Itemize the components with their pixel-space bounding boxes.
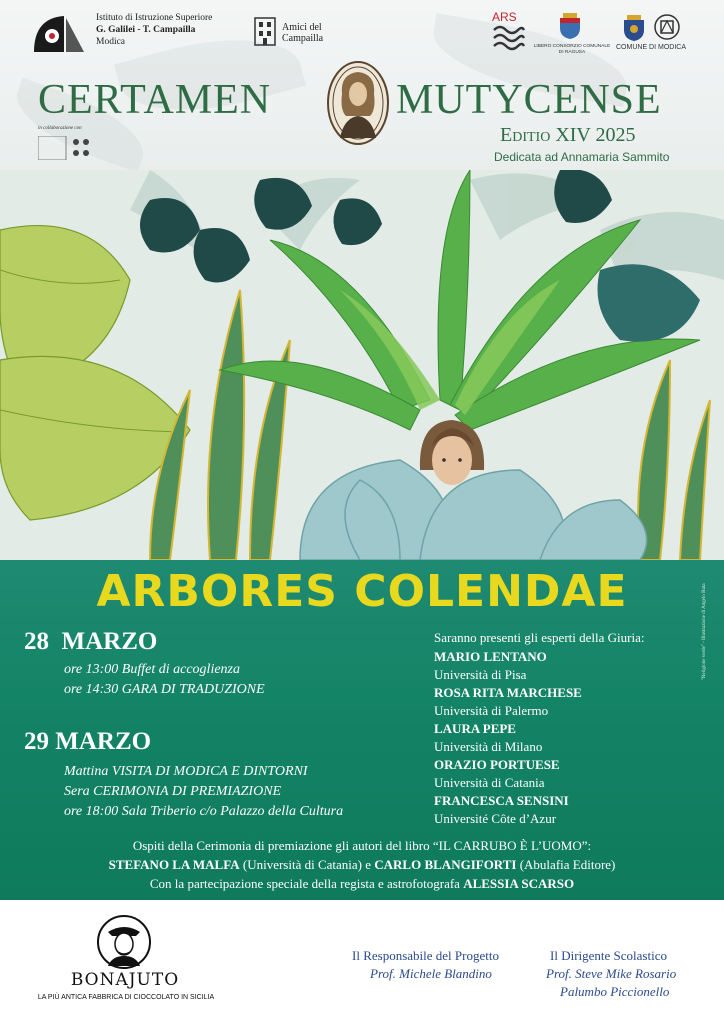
jury-member-name: ORAZIO PORTUESE bbox=[434, 757, 560, 772]
collaboration-label: in collaborazione con bbox=[38, 126, 82, 131]
day1-day: 28 bbox=[24, 628, 49, 655]
guest-name: STEFANO LA MALFA bbox=[108, 857, 240, 872]
title-certamen: CERTAMEN bbox=[38, 77, 272, 123]
director-name: Palumbo Piccionello bbox=[560, 984, 670, 999]
jury-member-university: Università di Milano bbox=[434, 739, 543, 754]
day2-day: 29 bbox=[24, 728, 49, 755]
modica-text: COMUNE DI MODICA bbox=[616, 44, 686, 51]
day2-item: ore 18:00 Sala Triberio c/o Palazzo della Cultura bbox=[64, 804, 344, 819]
ragusa-text bbox=[532, 44, 612, 56]
jury-intro: Saranno presenti gli esperti della Giuria: bbox=[434, 630, 645, 645]
guests-line-1: Ospiti della Cerimonia di premiazione gli autori del libro “IL CARRUBO È L’UOMO”: bbox=[132, 838, 592, 853]
amici-line-1: Amici del bbox=[282, 22, 322, 33]
collaboration-logos-icon bbox=[38, 136, 102, 160]
building-icon bbox=[254, 16, 276, 46]
sponsor-tagline: LA PIÙ ANTICA FABBRICA DI CIOCCOLATO IN SICILIA bbox=[37, 994, 215, 1001]
bonajuto-portrait-icon bbox=[96, 912, 152, 970]
edition: Editio XIV 2025 bbox=[500, 124, 636, 146]
guests-line-3 bbox=[0, 876, 724, 892]
modica-coat-of-arms-icon bbox=[622, 14, 646, 42]
ragusa-coat-of-arms-icon bbox=[556, 12, 584, 40]
school-line-2: G. Galilei - T. Campailla bbox=[96, 25, 196, 35]
day1-item: ore 13:00 Buffet di accoglienza bbox=[64, 662, 240, 677]
event-panel bbox=[0, 560, 724, 900]
responsible-role: Il Responsabile del Progetto bbox=[352, 948, 499, 963]
amici-line-2: Campailla bbox=[282, 33, 324, 44]
ars-logo-icon bbox=[492, 10, 526, 54]
day1-date bbox=[24, 628, 157, 656]
responsible-name: Prof. Michele Blandino bbox=[370, 966, 492, 981]
jungle-leaves-image bbox=[0, 170, 724, 560]
school-logo-icon bbox=[30, 12, 86, 56]
title-mutycense: MUTYCENSE bbox=[396, 77, 662, 123]
special-guest-intro: Con la partecipazione speciale della regista e astrofotografa bbox=[149, 876, 464, 891]
header bbox=[0, 0, 724, 170]
event-title: ARBORES COLENDAE bbox=[96, 566, 628, 617]
jury-member-name: LAURA PEPE bbox=[434, 721, 516, 736]
special-guest-name: ALESSIA SCARSO bbox=[463, 876, 575, 891]
jungle-illustration bbox=[0, 170, 724, 560]
sponsor-name: BONAJUTO bbox=[70, 970, 180, 990]
guest-name: CARLO BLANGIFORTI bbox=[374, 857, 517, 872]
footer bbox=[0, 900, 724, 1024]
day2-date bbox=[24, 728, 151, 756]
director-name: Prof. Steve Mike Rosario bbox=[546, 966, 677, 981]
director-role: Il Dirigente Scolastico bbox=[550, 948, 667, 963]
guests-line-2 bbox=[0, 857, 724, 873]
portrait-medallion-icon bbox=[326, 60, 390, 146]
school-line-3: Modica bbox=[96, 37, 126, 47]
day1-item: ore 14:30 GARA DI TRADUZIONE bbox=[64, 682, 265, 697]
unesco-heritage-icon bbox=[654, 14, 680, 40]
jury-member-university: Università di Pisa bbox=[434, 667, 527, 682]
amici-text bbox=[282, 22, 323, 44]
guest-affiliation: (Università di Catania) e bbox=[239, 857, 375, 872]
jury-member-name: MARIO LENTANO bbox=[434, 649, 547, 664]
jury-member-name: FRANCESCA SENSINI bbox=[434, 793, 569, 808]
day1-month: MARZO bbox=[61, 628, 158, 655]
school-line-1: Istituto di Istruzione Superiore bbox=[96, 13, 213, 23]
school-name bbox=[96, 12, 212, 48]
illustration-credit: "Religione verde" - Illustrazione di Angelo Ruta bbox=[702, 583, 707, 680]
ragusa-line-1: LIBERO CONSORZIO COMUNALE bbox=[533, 44, 611, 49]
day2-item: Sera CERIMONIA DI PREMIAZIONE bbox=[64, 784, 282, 799]
day2-item: Mattina VISITA DI MODICA E DINTORNI bbox=[64, 764, 308, 779]
ragusa-line-2: DI RAGUSA bbox=[558, 50, 586, 55]
jury-member-university: Université Côte d’Azur bbox=[434, 811, 557, 826]
day2-month: MARZO bbox=[55, 728, 152, 755]
ars-label: ARS bbox=[492, 10, 517, 24]
jury-member-university: Università di Palermo bbox=[434, 703, 549, 718]
jury-list bbox=[434, 648, 714, 828]
jury-member-name: ROSA RITA MARCHESE bbox=[434, 685, 582, 700]
dedication: Dedicata ad Annamaria Sammito bbox=[494, 150, 670, 164]
jury-member-university: Università di Catania bbox=[434, 775, 545, 790]
guest-affiliation: (Abulafia Editore) bbox=[516, 857, 616, 872]
